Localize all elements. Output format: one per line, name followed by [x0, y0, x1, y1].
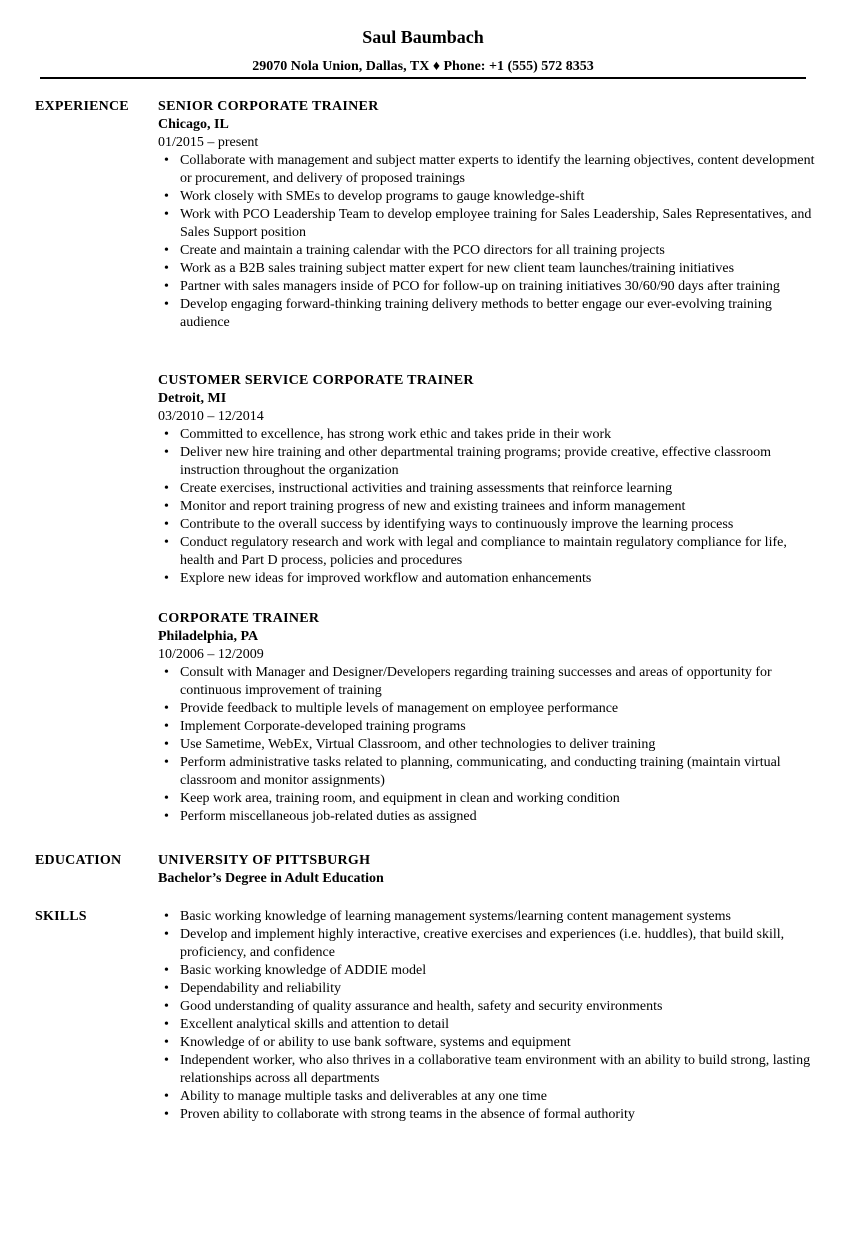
list-item: • Basic working knowledge of learning management systems/learning content management systems — [180, 908, 818, 926]
skills-entry — [158, 908, 818, 1124]
job-dates: 10/2006 – 12/2009 — [158, 647, 264, 662]
list-item: • Deliver new hire training and other departmental training programs; provide creative, effective classroom instruction throughout the organization — [180, 444, 818, 480]
job-dates: 03/2010 – 12/2014 — [158, 409, 264, 424]
section-label-skills: SKILLS — [35, 909, 87, 924]
list-item: • Consult with Manager and Designer/Developers regarding training successes and areas of opportunity for continuous improvement of training — [180, 664, 818, 700]
list-item: • Dependability and reliability — [180, 980, 818, 998]
list-item: • Perform miscellaneous job-related duties as assigned — [180, 808, 818, 826]
job-bullets — [158, 426, 818, 588]
job-bullets — [158, 152, 818, 332]
job-bullets — [158, 664, 818, 826]
skills-bullets — [158, 908, 818, 1124]
candidate-name: Saul Baumbach — [362, 27, 484, 47]
list-item: • Implement Corporate-developed training programs — [180, 718, 818, 736]
job-entry — [158, 98, 818, 332]
list-item: • Independent worker, who also thrives in a collaborative team environment with an ability to build strong, lasting relationships across all departments — [180, 1052, 818, 1088]
job-dates: 01/2015 – present — [158, 135, 259, 150]
list-item: • Work with PCO Leadership Team to develop employee training for Sales Leadership, Sales Representatives, and Sales Support position — [180, 206, 818, 242]
job-title: CORPORATE TRAINER — [158, 611, 320, 626]
list-item: • Create exercises, instructional activities and training assessments that reinforce learning — [180, 480, 818, 498]
job-location: Detroit, MI — [158, 391, 227, 406]
job-entry — [158, 610, 818, 826]
list-item: • Work closely with SMEs to develop programs to gauge knowledge-shift — [180, 188, 818, 206]
education-school: UNIVERSITY OF PITTSBURGH — [158, 853, 371, 868]
list-item: • Use Sametime, WebEx, Virtual Classroom, and other technologies to deliver training — [180, 736, 818, 754]
section-label-experience: EXPERIENCE — [35, 99, 129, 114]
list-item: • Collaborate with management and subject matter experts to identify the learning objectives, content development or procurement, and delivery of proposed trainings — [180, 152, 818, 188]
list-item: • Perform administrative tasks related to planning, communicating, and conducting training (maintain virtual classroom and monitor assignments) — [180, 754, 818, 790]
header-divider — [40, 77, 806, 79]
list-item: • Create and maintain a training calendar with the PCO directors for all training projects — [180, 242, 818, 260]
list-item: • Good understanding of quality assurance and health, safety and security environments — [180, 998, 818, 1016]
job-title: SENIOR CORPORATE TRAINER — [158, 99, 379, 114]
list-item: • Excellent analytical skills and attention to detail — [180, 1016, 818, 1034]
list-item: • Committed to excellence, has strong work ethic and takes pride in their work — [180, 426, 818, 444]
job-location: Philadelphia, PA — [158, 629, 259, 644]
job-title: CUSTOMER SERVICE CORPORATE TRAINER — [158, 373, 474, 388]
job-entry — [158, 372, 818, 588]
list-item: • Keep work area, training room, and equipment in clean and working condition — [180, 790, 818, 808]
list-item: • Provide feedback to multiple levels of management on employee performance — [180, 700, 818, 718]
job-location: Chicago, IL — [158, 117, 229, 132]
education-entry — [158, 852, 818, 888]
list-item: • Explore new ideas for improved workflow and automation enhancements — [180, 570, 818, 588]
list-item: • Monitor and report training progress of new and existing trainees and inform management — [180, 498, 818, 516]
list-item: • Develop and implement highly interactive, creative exercises and experiences (i.e. huddles), that build skill, proficiency, and confidence — [180, 926, 818, 962]
list-item: • Proven ability to collaborate with strong teams in the absence of formal authority — [180, 1106, 818, 1124]
list-item: • Develop engaging forward-thinking training delivery methods to better engage our ever-evolving training audience — [180, 296, 818, 332]
list-item: • Work as a B2B sales training subject matter expert for new client team launches/training initiatives — [180, 260, 818, 278]
list-item: • Contribute to the overall success by identifying ways to continuously improve the learning process — [180, 516, 818, 534]
list-item: • Basic working knowledge of ADDIE model — [180, 962, 818, 980]
section-label-education: EDUCATION — [35, 853, 122, 868]
list-item: • Conduct regulatory research and work with legal and compliance to maintain regulatory compliance for life, health and Part D process, policies and procedures — [180, 534, 818, 570]
list-item: • Partner with sales managers inside of PCO for follow-up on training initiatives 30/60/90 days after training — [180, 278, 818, 296]
contact-line: 29070 Nola Union, Dallas, TX ♦ Phone: +1 (555) 572 8353 — [252, 59, 594, 74]
list-item: • Ability to manage multiple tasks and deliverables at any one time — [180, 1088, 818, 1106]
education-degree: Bachelor’s Degree in Adult Education — [158, 871, 384, 886]
list-item: • Knowledge of or ability to use bank software, systems and equipment — [180, 1034, 818, 1052]
